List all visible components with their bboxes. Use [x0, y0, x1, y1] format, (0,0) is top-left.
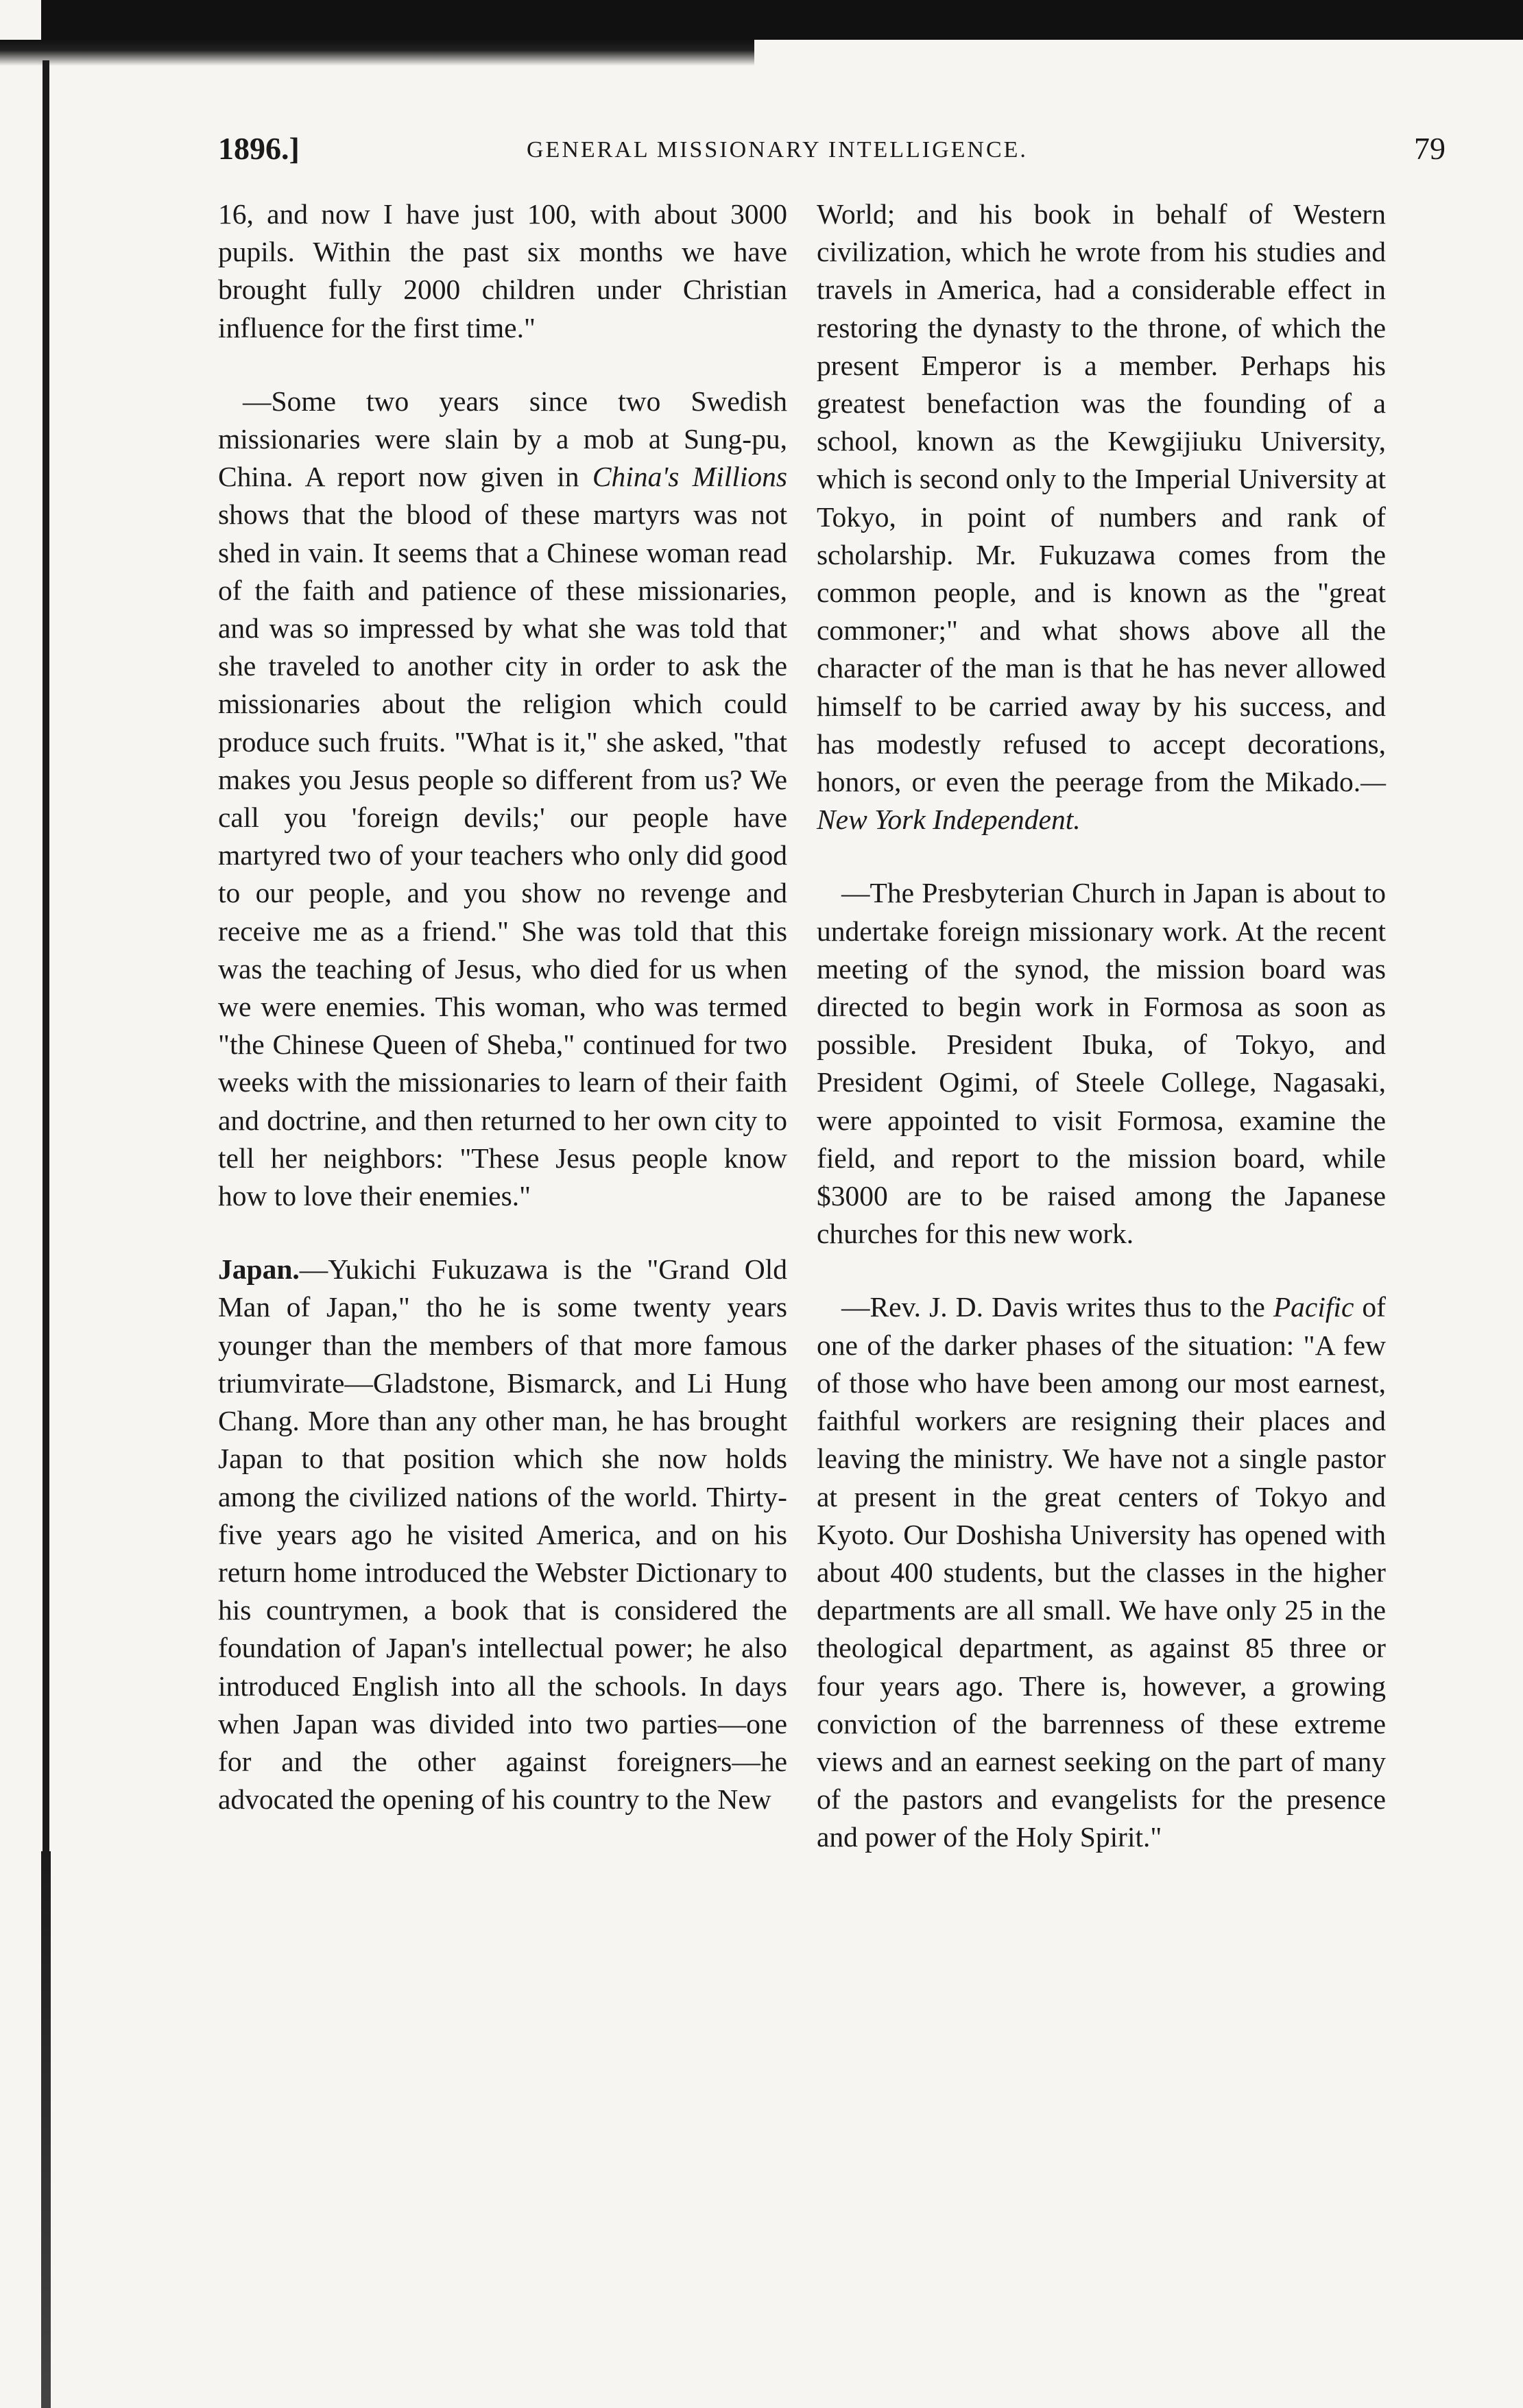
paragraph-text: World; and his book in behalf of Western civilization, which he wrote from his studies and travels in America, had a considerable effect in restoring the dynasty to the throne, of which the present Emperor is a member. Perhaps his greatest benefaction was the founding of a school, known as the Kewgijiuku University, which is second only to the Imperial University at Tokyo, in point of numbers and rank of scholarship. Mr. Fukuzawa comes from the common people, and is known as the "great commoner;" and what shows above all the character of the man is that he has never allowed himself to be carried away by his success, and has modestly refused to accept decorations, honors, or even the peerage from the Mikado.	[817, 198, 1386, 798]
paragraph-presbyterian-church	[817, 874, 1386, 1253]
header-year: 1896.]	[218, 131, 300, 166]
section-lead: Japan.	[218, 1253, 300, 1286]
source-citation: —New York Independent.	[817, 766, 1386, 836]
paragraph-text: —The Presbyterian Church in Japan is about to undertake foreign missionary work. At the recent meeting of the synod, the mission board was directed to begin work in Formosa as soon as possible. President Ibuka, of Tokyo, and President Ogimi, of Steele College, Nagasaki, were appointed to visit Formosa, examine the field, and report to the mission board, while $3000 are to be raised among the Japanese churches for this new work.	[817, 877, 1386, 1250]
paragraph-japan-fukuzawa	[218, 1251, 787, 1818]
scan-edge-shadow	[0, 40, 754, 66]
source-citation: China's Millions	[592, 461, 788, 493]
right-column	[817, 195, 1386, 1857]
paragraph-text: —Some two years since two Swedish missionaries were slain by a mob at Sung-pu, China. A report now given in	[218, 385, 787, 493]
source-citation: Pacific	[1273, 1291, 1354, 1323]
paragraph-continuation	[218, 195, 787, 347]
paragraph-text: —Rev. J. D. Davis writes thus to the	[841, 1291, 1273, 1323]
header-title: GENERAL MISSIONARY INTELLIGENCE.	[527, 137, 1028, 162]
scan-edge-left-fade	[41, 1851, 51, 2408]
paragraph-swedish-missionaries	[218, 383, 787, 1215]
paragraph-fukuzawa-continued	[817, 195, 1386, 839]
left-column	[218, 195, 787, 1818]
paragraph-rev-davis	[817, 1288, 1386, 1856]
paragraph-text: —Yukichi Fukuzawa is the "Grand Old Man of Japan," tho he is some twenty years younger than the members of that more famous triumvirate—Gladstone, Bismarck, and Li Hung Chang. More than any other man, he has brought Japan to that position which she now holds among the civilized nations of the world. Thirty-five years ago he visited America, and on his return home introduced the Webster Dictionary to his countrymen, a book that is considered the foundation of Japan's intellectual power; he also introduced English into all the schools. In days when Japan was divided into two parties—one for and the other against foreigners—he advocated the opening of his country to the New	[218, 1253, 787, 1816]
running-head	[218, 130, 1446, 171]
scan-edge-top	[41, 0, 1523, 40]
paragraph-text: 16, and now I have just 100, with about 3000 pupils. Within the past six months we have brought fully 2000 children under Christian influence for the first time."	[218, 198, 787, 344]
paragraph-text: of one of the darker phases of the situation: "A few of those who have been among our most earnest, faithful workers are resigning their places and leaving the ministry. We have not a single pastor at present in the great centers of Tokyo and Kyoto. Our Doshisha University has opened with about 400 students, but the classes in the higher departments are all small. We have only 25 in the theological department, as against 85 three or four years ago. There is, however, a growing conviction of the barrenness of these extreme views and an earnest seeking on the part of many of the pastors and evangelists for the presence and power of the Holy Spirit."	[817, 1291, 1386, 1853]
paragraph-text: shows that the blood of these martyrs was not shed in vain. It seems that a Chinese woman read of the faith and patience of these missionaries, and was so impressed by what she was told that she traveled to another city in order to ask the missionaries about the religion which could produce such fruits. "What is it," she asked, "that makes you Jesus people so different from us? We call you 'foreign devils;' our people have martyred two of your teachers who only did good to our people, and you show no revenge and receive me as a friend." She was told that this was the teaching of Jesus, who died for us when we were enemies. This woman, who was termed "the Chinese Queen of Sheba," continued for two weeks with the missionaries to learn of their faith and doctrine, and then returned to her own city to tell her neighbors: "These Jesus people know how to love their enemies."	[218, 498, 787, 1212]
page-number: 79	[1414, 131, 1446, 166]
